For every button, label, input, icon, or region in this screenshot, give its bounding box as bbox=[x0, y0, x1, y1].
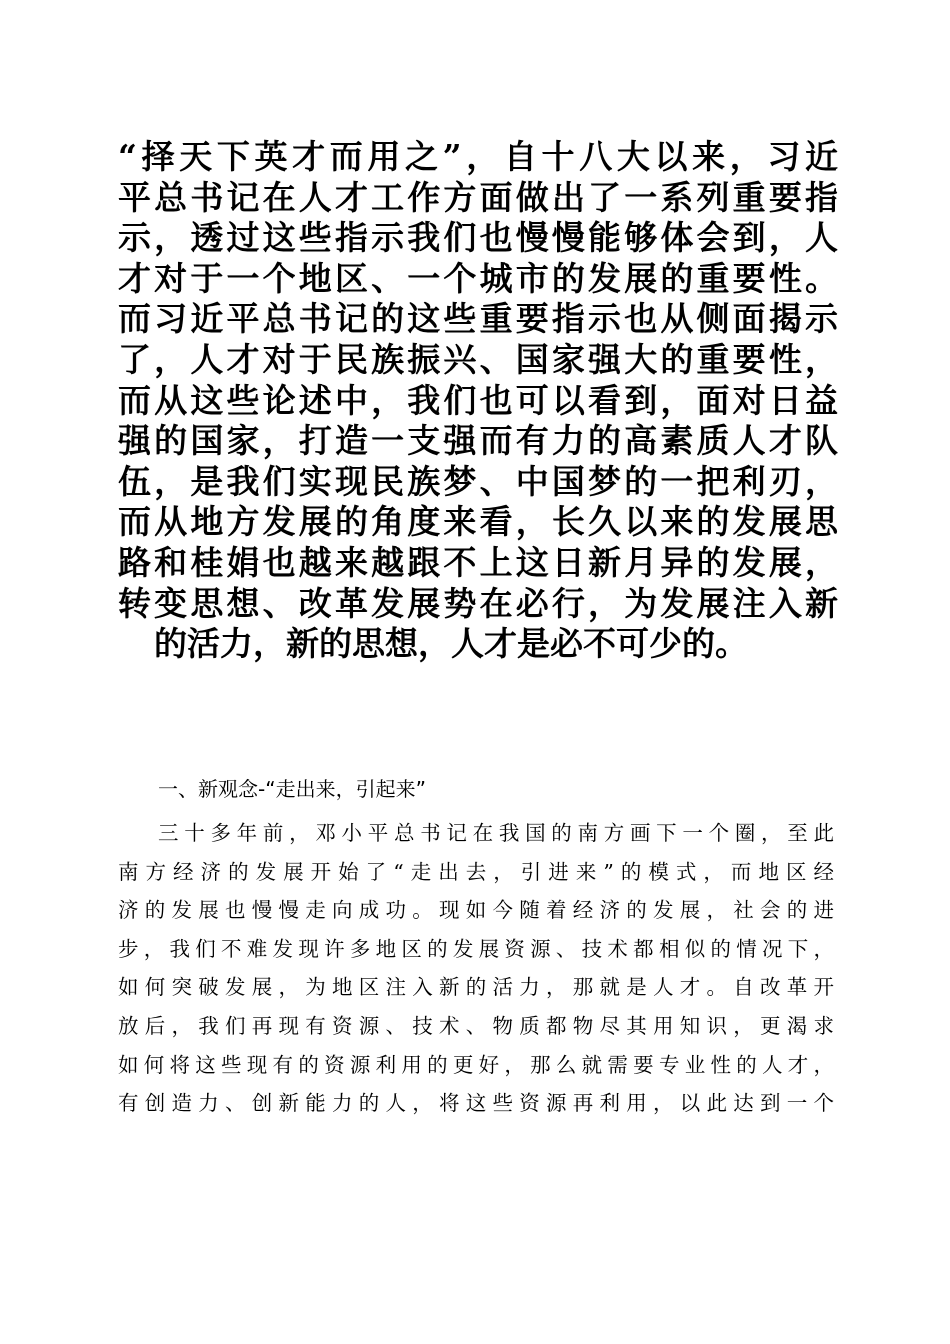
body-line: 步，我们不难发现许多地区的发展资源、技术都相似的情况下， bbox=[118, 936, 834, 961]
intro-paragraph bbox=[118, 137, 838, 665]
section-heading: 一、新观念-“走出来，引起来” bbox=[158, 777, 426, 801]
intro-line: 伍，是我们实现民族梦、中国梦的一把利刃， bbox=[118, 461, 838, 501]
body-line: 济的发展也慢慢走向成功。现如今随着经济的发展，社会的进 bbox=[118, 898, 834, 923]
body-line: 南方经济的发展开始了“走出去，引进来”的模式，而地区经 bbox=[118, 859, 834, 884]
intro-line: 而从地方发展的角度来看，长久以来的发展思 bbox=[118, 502, 838, 542]
body-line: 有创造力、创新能力的人，将这些资源再利用，以此达到一个 bbox=[118, 1091, 834, 1116]
intro-line: 示，透过这些指示我们也慢慢能够体会到，人 bbox=[118, 218, 838, 258]
intro-line: 才对于一个地区、一个城市的发展的重要性。 bbox=[118, 258, 838, 298]
body-line: 如何将这些现有的资源利用的更好，那么就需要专业性的人才， bbox=[118, 1052, 834, 1077]
intro-line: 了，人才对于民族振兴、国家强大的重要性， bbox=[118, 339, 838, 379]
intro-line: “择天下英才而用之”，自十八大以来，习近 bbox=[118, 137, 838, 176]
body-line: 如何突破发展，为地区注入新的活力，那就是人才。自改革开 bbox=[118, 975, 834, 1000]
intro-line: 转变思想、改革发展势在必行，为发展注入新 bbox=[118, 583, 838, 623]
intro-line: 强的国家，打造一支强而有力的高素质人才队 bbox=[118, 421, 838, 461]
intro-line: 而从这些论述中，我们也可以看到，面对日益 bbox=[118, 380, 838, 420]
intro-line: 平总书记在人才工作方面做出了一系列重要指 bbox=[118, 177, 838, 217]
intro-line: 而习近平总书记的这些重要指示也从侧面揭示 bbox=[118, 299, 838, 339]
intro-line: 的活力，新的思想，人才是必不可少的。 bbox=[154, 624, 748, 664]
body-line: 三十多年前，邓小平总书记在我国的南方画下一个圈，至此 bbox=[158, 821, 834, 845]
body-paragraph bbox=[118, 814, 834, 1123]
intro-line: 路和桂娟也越来越跟不上这日新月异的发展， bbox=[118, 542, 838, 582]
body-line: 放后，我们再现有资源、技术、物质都物尽其用知识，更渴求 bbox=[118, 1013, 834, 1038]
